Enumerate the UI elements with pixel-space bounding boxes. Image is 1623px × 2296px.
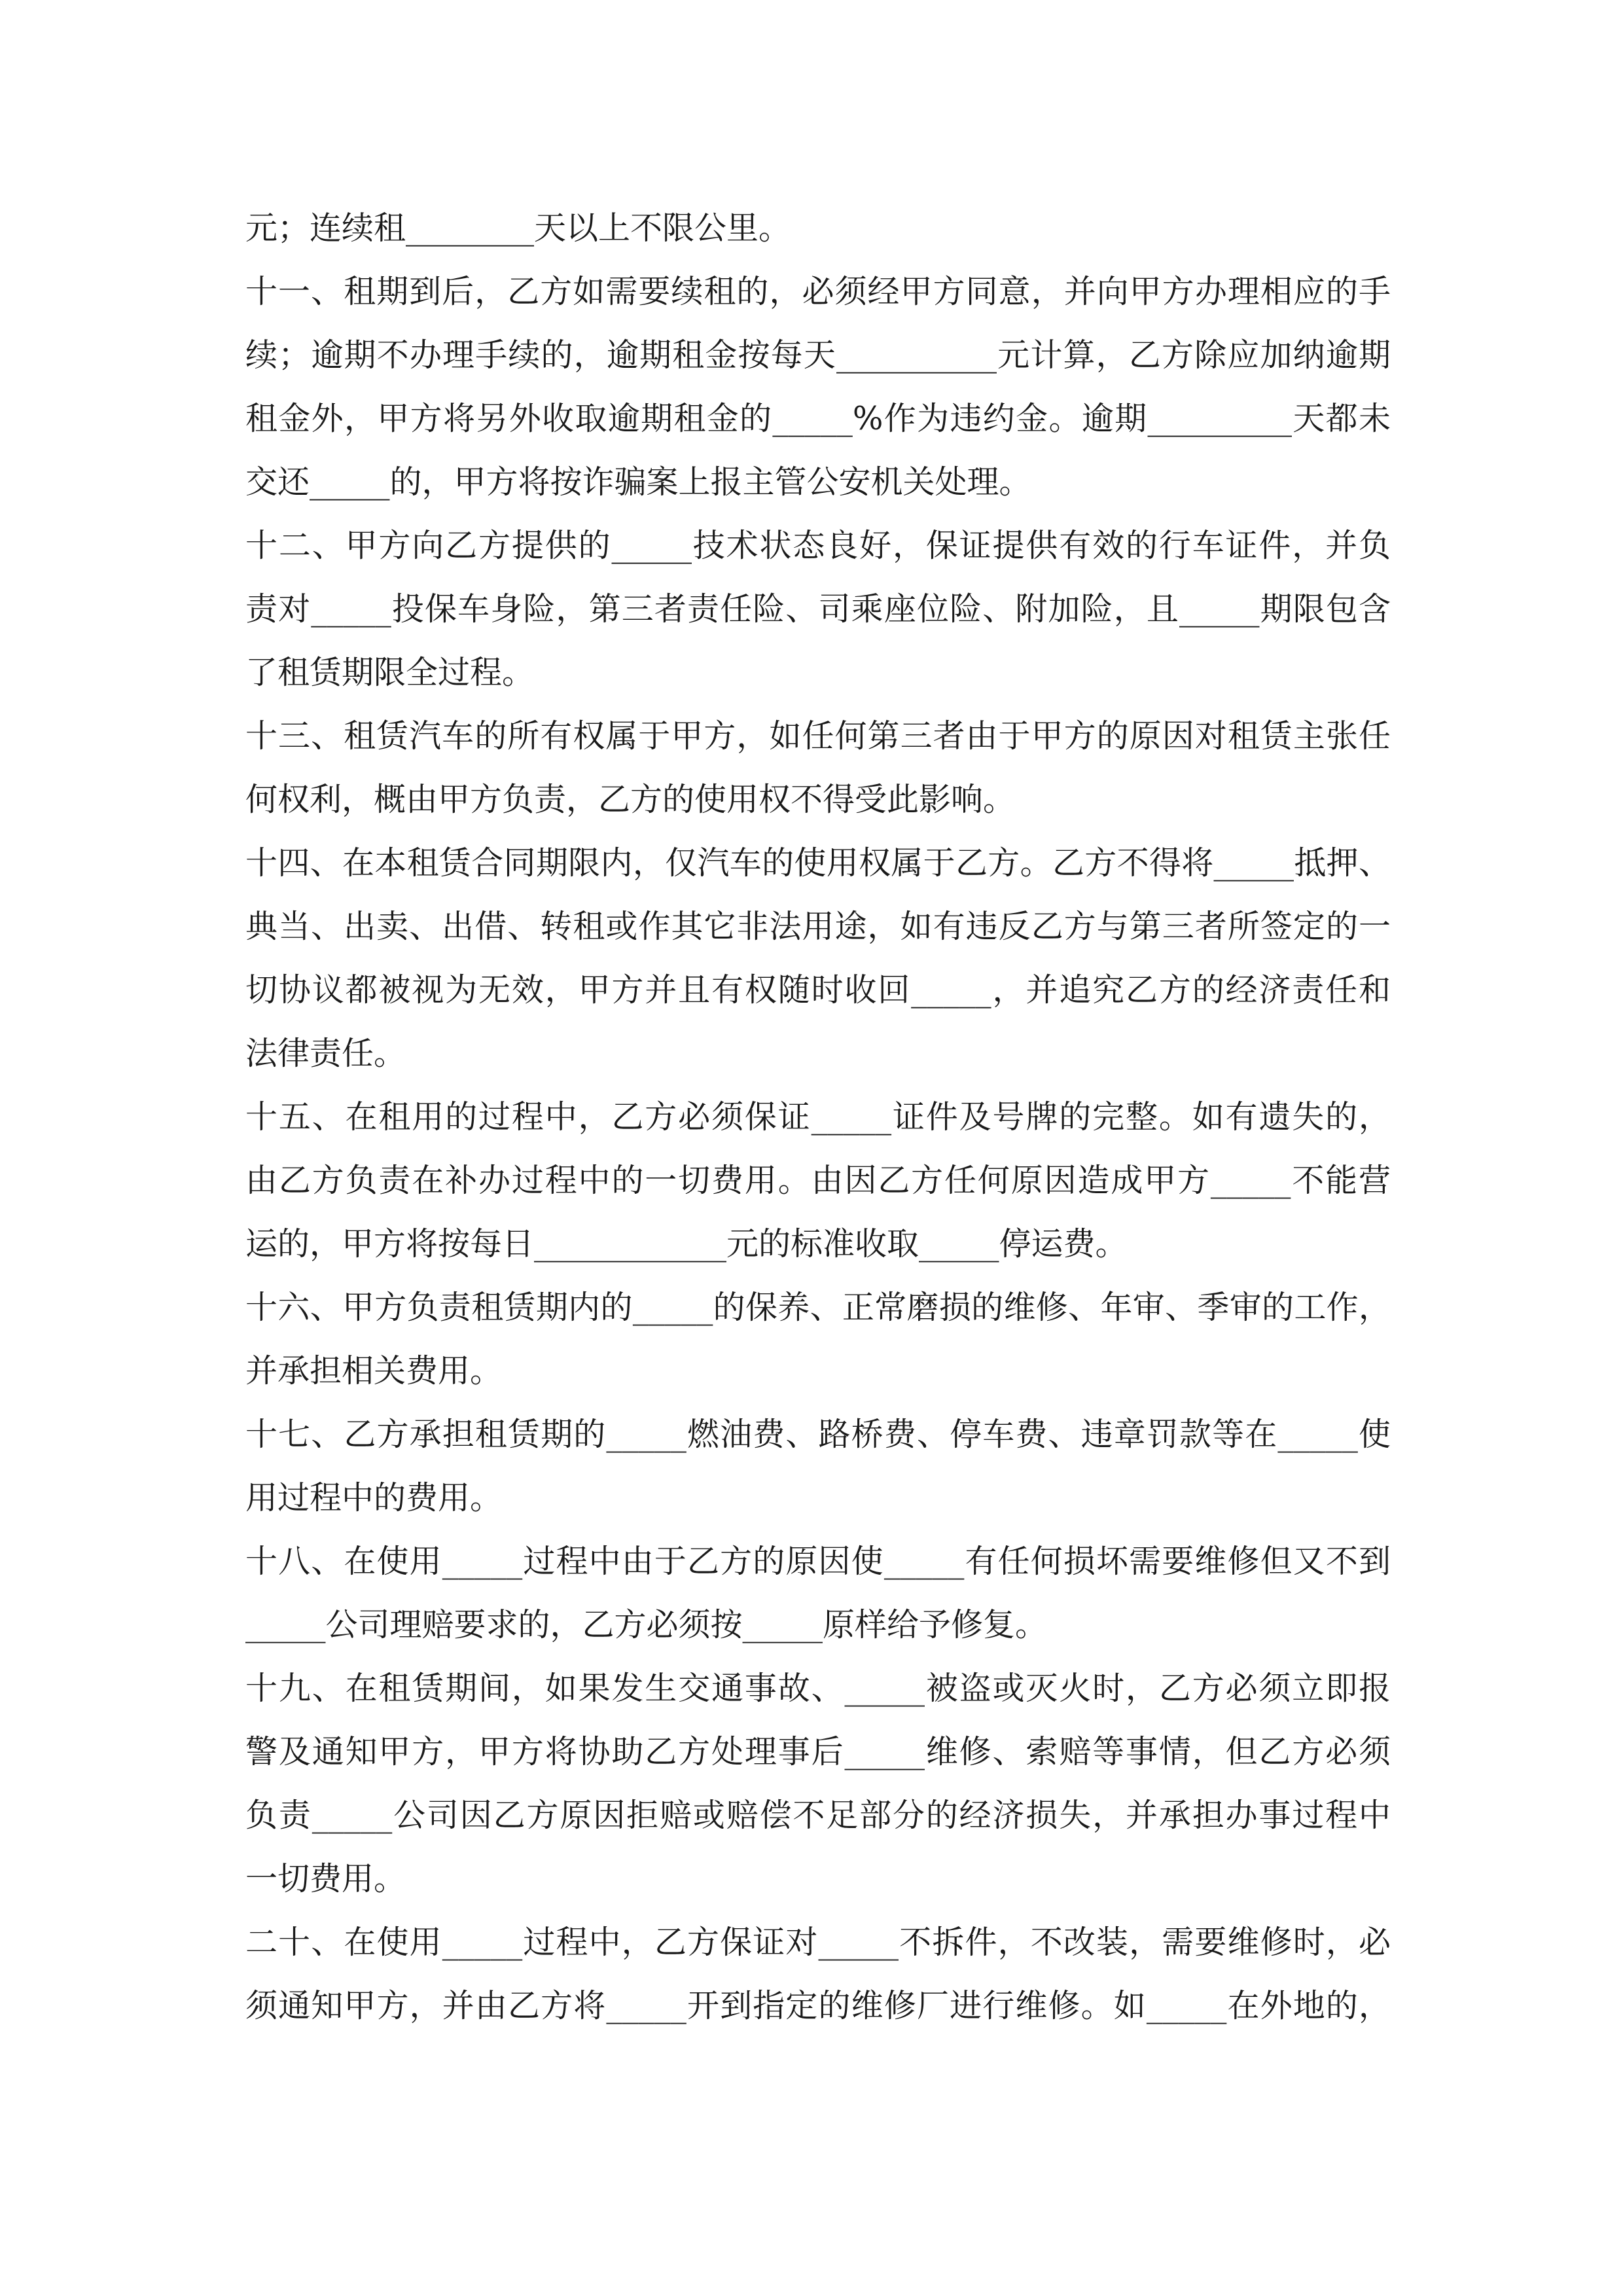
text-line: 由乙方负责在补办过程中的一切费用。由因乙方任何原因造成甲方_____不能营 xyxy=(245,1162,1391,1199)
text-line: 警及通知甲方，甲方将协助乙方处理事后_____维修、索赔等事情，但乙方必须 xyxy=(245,1733,1391,1770)
text-line: 元；连续租________天以上不限公里。 xyxy=(245,209,791,247)
text-line: 一切费用。 xyxy=(245,1860,406,1897)
text-line: 十五、在租用的过程中，乙方必须保证_____证件及号牌的完整。如有遗失的， xyxy=(245,1098,1391,1136)
text-line: 了租赁期限全过程。 xyxy=(245,654,535,691)
text-line: 何权利，概由甲方负责，乙方的使用权不得受此影响。 xyxy=(245,781,1016,818)
text-line: 切协议都被视为无效，甲方并且有权随时收回_____，并追究乙方的经济责任和 xyxy=(245,971,1391,1009)
document-body xyxy=(245,196,1391,2037)
text-line: 十七、乙方承担租赁期的_____燃油费、路桥费、停车费、违章罚款等在_____使 xyxy=(245,1416,1391,1453)
text-line: 用过程中的费用。 xyxy=(245,1479,503,1516)
text-line: 责对_____投保车身险，第三者责任险、司乘座位险、附加险，且_____期限包含 xyxy=(245,590,1391,628)
text-line: 负责_____公司因乙方原因拒赔或赔偿不足部分的经济损失，并承担办事过程中 xyxy=(245,1797,1391,1834)
text-line: 运的，甲方将按每日____________元的标准收取_____停运费。 xyxy=(245,1225,1128,1263)
text-line: 法律责任。 xyxy=(245,1035,406,1072)
text-line: 十八、在使用_____过程中由于乙方的原因使_____有任何损坏需要维修但又不到 xyxy=(245,1543,1391,1580)
text-line: 十一、租期到后，乙方如需要续租的，必须经甲方同意，并向甲方办理相应的手 xyxy=(245,273,1391,310)
text-line: 十四、在本租赁合同期限内，仅汽车的使用权属于乙方。乙方不得将_____抵押、 xyxy=(245,844,1391,882)
text-line: 须通知甲方，并由乙方将_____开到指定的维修厂进行维修。如_____在外地的， xyxy=(245,1987,1391,2024)
text-line: 十六、甲方负责租赁期内的_____的保养、正常磨损的维修、年审、季审的工作， xyxy=(245,1289,1391,1326)
text-line: 续；逾期不办理手续的，逾期租金按每天__________元计算，乙方除应加纳逾期 xyxy=(245,336,1391,374)
text-line: _____公司理赔要求的，乙方必须按_____原样给予修复。 xyxy=(245,1606,1048,1643)
text-line: 十二、甲方向乙方提供的_____技术状态良好，保证提供有效的行车证件，并负 xyxy=(245,527,1391,564)
text-line: 租金外，甲方将另外收取逾期租金的_____%作为违约金。逾期_________天都未 xyxy=(245,400,1391,437)
text-line: 十九、在租赁期间，如果发生交通事故、_____被盗或灭火时，乙方必须立即报 xyxy=(245,1670,1391,1707)
text-line: 并承担相关费用。 xyxy=(245,1352,503,1390)
text-line: 二十、在使用_____过程中，乙方保证对_____不拆件，不改装，需要维修时，必 xyxy=(245,1924,1391,1961)
text-line: 典当、出卖、出借、转租或作其它非法用途，如有违反乙方与第三者所签定的一 xyxy=(245,908,1391,945)
text-line: 交还_____的，甲方将按诈骗案上报主管公安机关处理。 xyxy=(245,463,1031,501)
text-line: 十三、租赁汽车的所有权属于甲方，如任何第三者由于甲方的原因对租赁主张任 xyxy=(245,717,1391,755)
